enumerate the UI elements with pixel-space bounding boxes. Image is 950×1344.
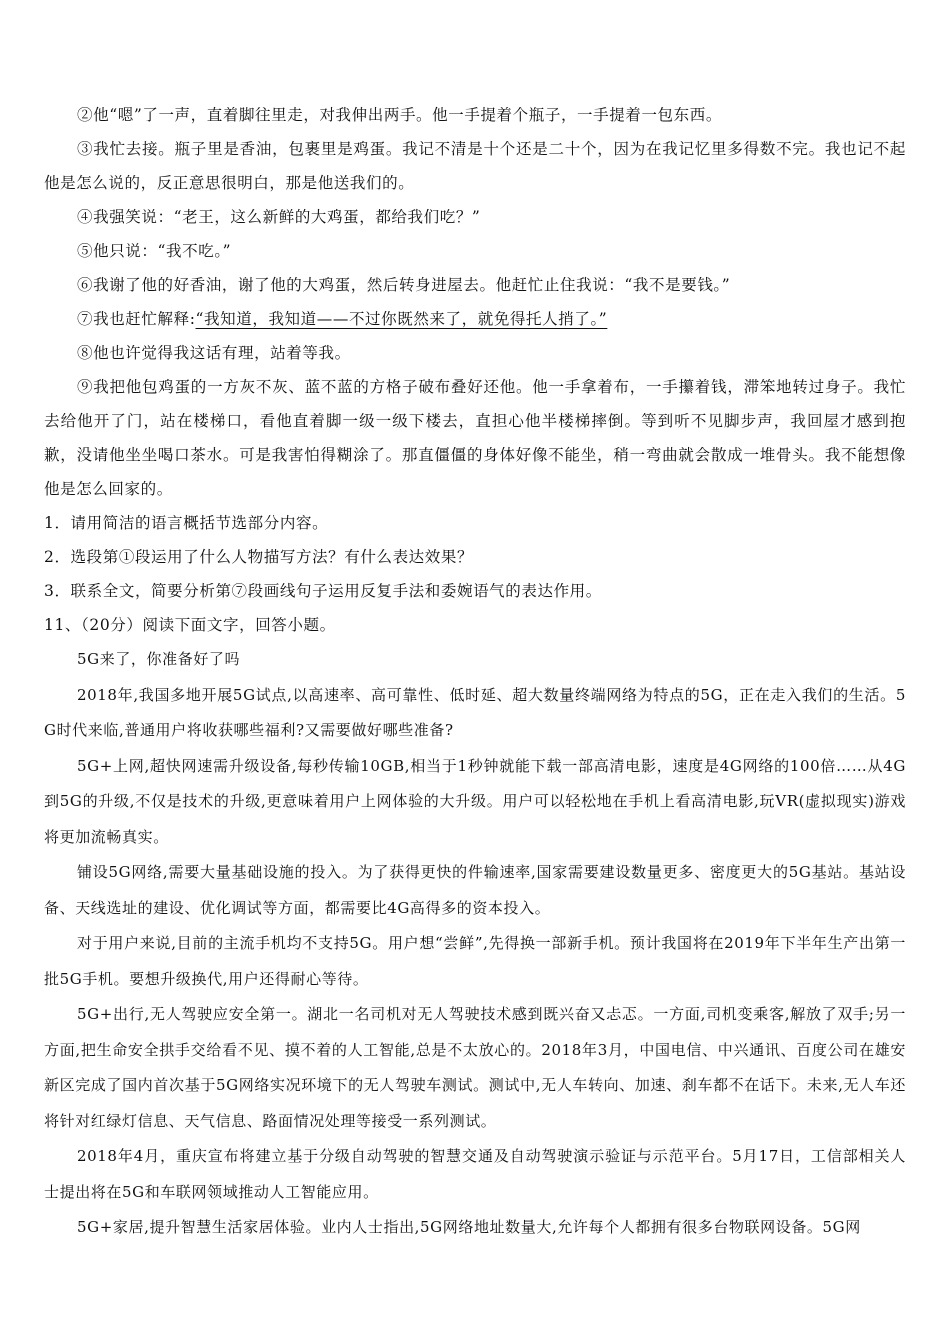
passage1-paragraph-4: ④我强笑说：“老王，这么新鲜的大鸡蛋，都给我们吃？” <box>77 208 481 226</box>
paragraph-7-prefix: ⑦我也赶忙解释: <box>77 310 196 328</box>
question-2: 2．选段第①段运用了什么人物描写方法？有什么表达效果？ <box>44 548 474 566</box>
article-paragraph: 5G+出行,无人驾驶应安全第一。湖北一名司机对无人驾驶技术感到既兴奋又忐忑。一方面,司机变乘客,解放了双手;另一方面,把生命安全拱手交给看不见、摸不着的人工智能,总是不太放心的。2018年3月，中国电信、中兴通讯、百度公司在雄安新区完成了国内首次基于5G网络实况环境下的无人驾驶车测试。测试中,无人车转向、加速、刹车都不在话下。未来,无人车还将针对红绿灯信息、天气信息、路面情况处理等接受一系列测试。 <box>44 1005 906 1130</box>
article-paragraph: 对于用户来说,目前的主流手机均不支持5G。用户想“尝鲜”,先得换一部新手机。预计我国将在2019年下半年生产出第一批5G手机。要想升级换代,用户还得耐心等待。 <box>44 934 906 988</box>
article-paragraph: 2018年4月，重庆宣布将建立基于分级自动驾驶的智慧交通及自动驾驶演示验证与示范平台。5月17日，工信部相关人士提出将在5G和车联网领域推动人工智能应用。 <box>44 1147 906 1201</box>
passage1-paragraph-7 <box>44 302 906 336</box>
passage1-paragraph-8: ⑧他也许觉得我这话有理，站着等我。 <box>77 344 351 362</box>
question-11-header: 11、（20分）阅读下面文字，回答小题。 <box>44 616 336 634</box>
passage1-paragraph-3: ③我忙去接。瓶子里是香油，包裹里是鸡蛋。我记不清是十个还是二十个，因为在我记忆里多得数不完。我也记不起他是怎么说的，反正意思很明白，那是他送我们的。 <box>44 140 906 192</box>
passage1-paragraph-9: ⑨我把他包鸡蛋的一方灰不灰、蓝不蓝的方格子破布叠好还他。他一手拿着布，一手攥着钱，滞笨地转过身子。我忙去给他开了门，站在楼梯口，看他直着脚一级一级下楼去，直担心他半楼梯摔倒。等到听不见脚步声，我回屋才感到抱歉，没请他坐坐喝口茶水。可是我害怕得糊涂了。那直僵僵的身体好像不能坐，稍一弯曲就会散成一堆骨头。我不能想像他是怎么回家的。 <box>44 378 906 498</box>
article-title: 5G来了，你准备好了吗 <box>77 650 241 668</box>
passage1-paragraph-6: ⑥我谢了他的好香油，谢了他的大鸡蛋，然后转身进屋去。他赶忙止住我说：“我不是要钱。” <box>77 276 731 294</box>
underlined-sentence: “我知道，我知道——不过你既然来了，就免得托人捎了。” <box>195 310 608 328</box>
passage1-paragraph-5: ⑤他只说：“我不吃。” <box>77 242 232 260</box>
question-3: 3．联系全文，简要分析第⑦段画线句子运用反复手法和委婉语气的表达作用。 <box>44 582 602 600</box>
article-paragraph: 2018年,我国多地开展5G试点,以高速率、高可靠性、低时延、超大数量终端网络为特点的5G，正在走入我们的生活。5G时代来临,普通用户将收获哪些福利?又需要做好哪些准备? <box>44 685 906 739</box>
passage1-paragraph-2: ②他“嗯”了一声，直着脚往里走，对我伸出两手。他一手提着个瓶子，一手提着一包东西。 <box>77 106 722 124</box>
article-paragraph: 5G+上网,超快网速需升级设备,每秒传输10GB,相当于1秒钟就能下载一部高清电影，速度是4G网络的100倍……从4G到5G的升级,不仅是技术的升级,更意味着用户上网体验的大升级。用户可以轻松地在手机上看高清电影,玩VR(虚拟现实)游戏将更加流畅真实。 <box>44 756 906 846</box>
article-paragraph: 铺设5G网络,需要大量基础设施的投入。为了获得更快的件输速率,国家需要建设数量更多、密度更大的5G基站。基站设备、天线选址的建设、优化调试等方面，都需要比4G高得多的资本投入。 <box>44 863 906 917</box>
article-paragraph: 5G+家居,提升智慧生活家居体验。业内人士指出,5G网络地址数量大,允许每个人都拥有很多台物联网设备。5G网 <box>77 1218 861 1236</box>
question-1: 1．请用简洁的语言概括节选部分内容。 <box>44 514 329 532</box>
